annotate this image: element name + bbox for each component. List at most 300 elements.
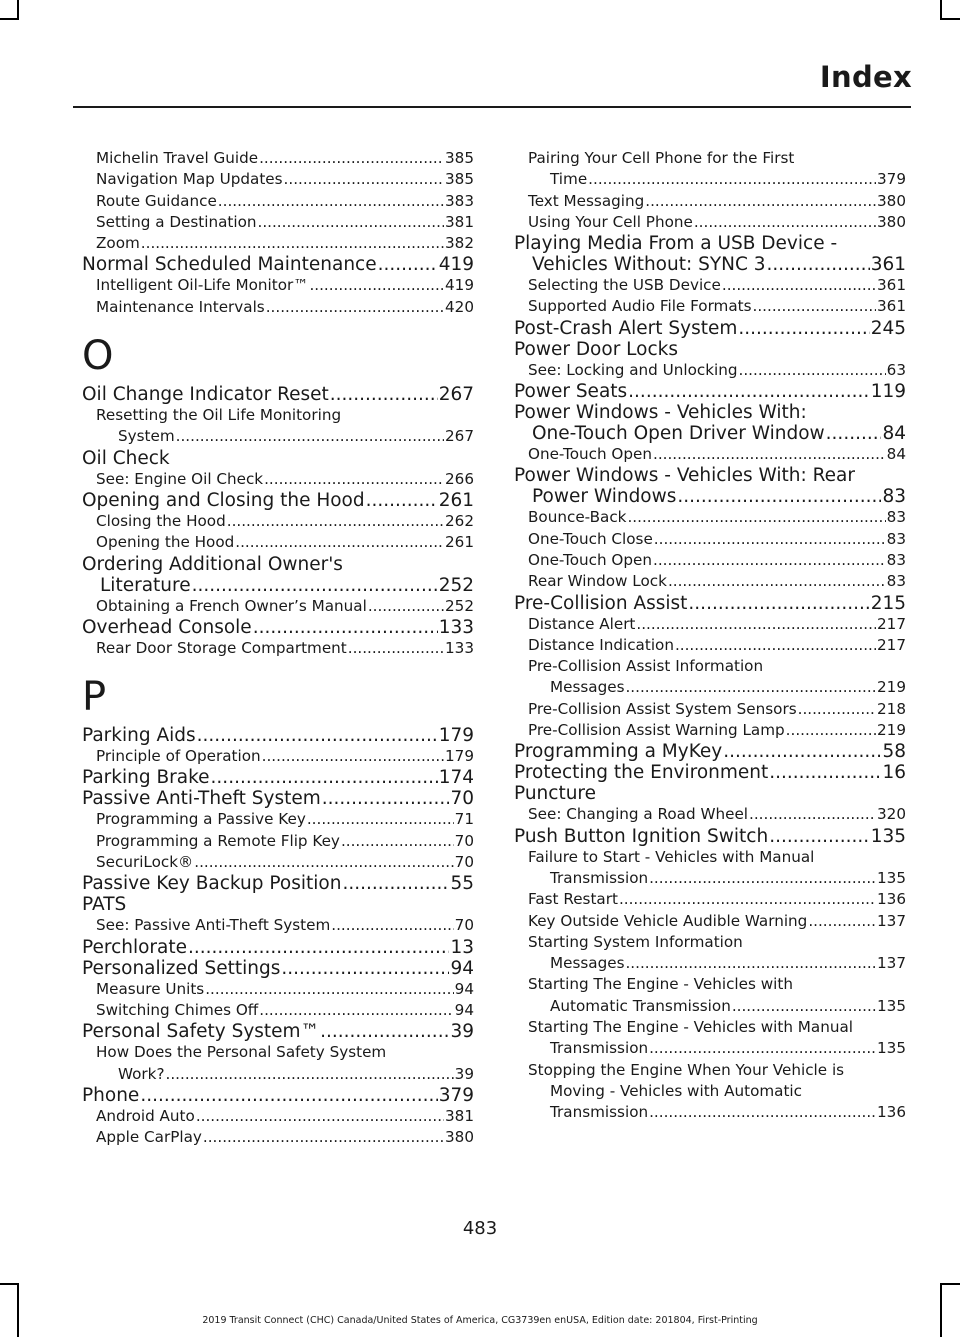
entry-term: Personalized Settings [82,957,281,979]
section-letter: P [82,674,107,721]
entry-term: How Does the Personal Safety System [96,1043,387,1062]
leader-dots [677,486,881,507]
entry-page-ref: 361 [870,254,906,276]
entry-term: Transmission [550,1039,649,1058]
index-entry-row [528,889,906,910]
entry-term: Ordering Additional Owner's [82,553,343,575]
index-entry-row [82,937,474,958]
entry-page-ref: 419 [445,276,474,295]
leader-dots [786,720,876,741]
leader-dots [767,254,870,275]
index-entry-row [528,275,906,296]
entry-page-ref: 381 [445,212,474,231]
index-entry-row [82,767,474,788]
leader-dots [732,996,876,1017]
entry-page-ref: 39 [454,1064,474,1083]
entry-term: Route Guidance [96,191,217,210]
index-entry-row [96,746,474,767]
entry-term: Programming a MyKey [514,741,723,763]
index-entry-row [514,486,906,507]
leader-dots [653,550,886,571]
index-entry-row [82,575,474,596]
index-entry-row [528,699,906,720]
index-entry [82,511,474,532]
index-entry-row [82,873,474,894]
entry-term: Passive Key Backup Position [82,873,342,895]
index-entry-row [528,614,906,635]
entry-page-ref: 133 [438,616,474,638]
leader-dots [694,212,876,233]
index-entry [82,554,474,596]
index-entry [514,339,906,360]
index-entry-row [96,1064,474,1085]
index-entry-row [82,617,474,638]
leader-dots [192,575,438,596]
entry-term: See: Locking and Unlocking [528,360,738,379]
index-entry [82,191,474,212]
entry-term: Parking Brake [82,767,210,789]
leader-dots [176,426,444,447]
index-entry-row [528,529,906,550]
entry-page-ref: 63 [886,360,906,379]
index-entry-row [514,826,906,847]
entry-page-ref: 320 [877,805,906,824]
leader-dots [259,1000,453,1021]
leader-dots [654,529,886,550]
entry-page-ref: 119 [870,381,906,403]
entry-term: Opening and Closing the Hood [82,489,365,511]
index-entry-row [528,571,906,592]
leader-dots [218,191,444,212]
entry-term: Distance Indication [528,635,674,654]
entry-page-ref: 83 [886,550,906,569]
leader-dots [284,169,444,190]
section-letter: O [82,333,114,380]
leader-dots [588,169,876,190]
leader-dots [753,296,876,317]
index-entry-row [514,593,906,614]
entry-page-ref: 136 [877,1103,906,1122]
page-title: Index [819,60,912,94]
index-entry-row [528,996,906,1017]
entry-term: PATS [82,894,127,916]
leader-dots [341,831,454,852]
entry-term: Time [550,170,588,189]
entry-term: Transmission [550,1103,649,1122]
index-entry [82,233,474,254]
leader-dots [668,571,886,592]
leader-dots [769,762,881,783]
entry-term: Rear Window Lock [528,572,667,591]
entry-page-ref: 380 [877,212,906,231]
entry-term: One-Touch Open [528,550,652,569]
entry-page-ref: 94 [454,979,474,998]
entry-page-ref: 174 [438,767,474,789]
index-entry-row [96,511,474,532]
entry-term: Rear Door Storage Compartment [96,638,347,657]
leader-dots [281,958,449,979]
entry-term: SecuriLock® [96,853,194,872]
leader-dots [366,490,438,511]
leader-dots [798,699,876,720]
entry-page-ref: 361 [877,297,906,316]
entry-term: Supported Audio File Formats [528,297,752,316]
leader-dots [649,1102,876,1123]
entry-term: Zoom [96,234,140,253]
index-entry [82,212,474,233]
index-entry [514,614,906,635]
index-entry-row [82,1085,474,1106]
index-entry [82,958,474,979]
index-entry [82,1042,474,1085]
entry-term: Transmission [550,868,649,887]
index-entry-row [528,191,906,212]
index-entry-row [514,741,906,762]
entry-term: Pre-Collision Assist System Sensors [528,699,797,718]
index-entry-row [528,911,906,932]
index-entry [82,1085,474,1106]
index-entry [82,746,474,767]
leader-dots [309,275,444,296]
index-entry [82,937,474,958]
entry-page-ref: 217 [877,635,906,654]
index-entry [82,254,474,275]
leader-dots [368,596,444,617]
entry-page-ref: 84 [886,445,906,464]
entry-page-ref: 13 [450,936,474,958]
crop-mark [940,18,960,20]
index-entry [514,741,906,762]
crop-mark [940,1283,942,1337]
index-entry-row [514,254,906,275]
leader-dots [330,384,438,405]
entry-term: Maintenance Intervals [96,297,265,316]
entry-page-ref: 94 [454,1000,474,1019]
leader-dots [653,444,886,465]
entry-term: Selecting the USB Device [528,276,721,295]
entry-page-ref: 39 [450,1021,474,1043]
entry-page-ref: 83 [886,508,906,527]
index-entry [514,699,906,720]
entry-term: Playing Media From a USB Device - [514,233,838,255]
index-entry [514,932,906,975]
index-entry-row [96,297,474,318]
entry-page-ref: 218 [877,699,906,718]
entry-term: Principle of Operation [96,747,261,766]
entry-page-ref: 383 [445,191,474,210]
entry-term: Intelligent Oil-Life Monitor™ [96,276,309,295]
index-entry-row [528,1102,906,1123]
leader-dots [253,617,438,638]
index-entry [82,1127,474,1148]
index-entry [82,915,474,936]
index-entry [514,233,906,275]
index-entry [82,297,474,318]
index-entry [82,532,474,553]
index-entry-row [82,958,474,979]
entry-page-ref: 94 [450,957,474,979]
crop-mark [17,1283,19,1337]
entry-page-ref: 419 [438,254,474,276]
entry-term: Power Seats [514,381,628,403]
index-entry-row [514,423,906,444]
index-entry [514,911,906,932]
leader-dots [264,469,444,490]
entry-term: Distance Alert [528,614,636,633]
entry-page-ref: 137 [877,911,906,930]
index-entry-row [96,915,474,936]
index-entry-row [96,638,474,659]
entry-page-ref: 70 [450,788,474,810]
leader-dots [739,360,886,381]
crop-mark [17,0,19,20]
leader-dots [636,614,876,635]
index-entry [514,212,906,233]
entry-term: Programming a Remote Flip Key [96,831,340,850]
leader-dots [194,852,453,873]
leader-dots [258,212,445,233]
index-entry [514,847,906,890]
entry-term: Bounce-Back [528,508,627,527]
entry-term-continued: Moving - Vehicles with Automatic [550,1081,802,1100]
entry-term: System [118,427,175,446]
entry-term: Power Windows - Vehicles With: Rear [514,465,855,487]
index-entry-row [528,677,906,698]
entry-term: Overhead Console [82,616,252,638]
index-entry-row [96,1127,474,1148]
entry-page-ref: 133 [445,638,474,657]
index-entry-row [528,550,906,571]
entry-term: Perchlorate [82,936,188,958]
entry-page-ref: 379 [438,1084,474,1106]
entry-term: Automatic Transmission [550,996,731,1015]
leader-dots [627,507,885,528]
index-entry [514,507,906,528]
index-entry-row [82,788,474,809]
index-entry-row [96,831,474,852]
entry-term: Stopping the Engine When Your Vehicle is [528,1060,845,1079]
entry-page-ref: 381 [445,1106,474,1125]
index-entry-row [528,635,906,656]
entry-page-ref: 267 [438,384,474,406]
index-entry-row [96,212,474,233]
leader-dots [723,741,881,762]
entry-page-ref: 261 [445,533,474,552]
entry-term: Pairing Your Cell Phone for the First [528,149,795,167]
entry-page-ref: 261 [438,489,474,511]
entry-term: Literature [100,574,191,596]
index-entry-row [82,725,474,746]
index-entry-row [82,894,474,915]
index-entry-row [96,469,474,490]
index-entry-row [528,212,906,233]
entry-page-ref: 83 [886,529,906,548]
leader-dots [722,275,876,296]
entry-page-ref: 136 [877,890,906,909]
entry-page-ref: 135 [877,1039,906,1058]
entry-term: See: Changing a Road Wheel [528,805,749,824]
entry-page-ref: 83 [886,572,906,591]
leader-dots [307,809,454,830]
leader-dots [262,746,444,767]
entry-term: Work? [118,1064,165,1083]
entry-page-ref: 135 [870,825,906,847]
entry-term: Pre-Collision Assist Warning Lamp [528,721,785,740]
entry-page-ref: 219 [877,678,906,697]
footer-edition-text: 2019 Transit Connect (CHC) Canada/United States of America, CG3739en enUSA, Edition date: 201804, First-Printing [202,1315,758,1326]
index-entry-row [514,783,906,804]
index-entry [514,381,906,402]
entry-term: Pre-Collision Assist [514,592,688,614]
index-entry [514,296,906,317]
entry-page-ref: 137 [877,954,906,973]
entry-term: Michelin Travel Guide [96,149,259,167]
entry-page-ref: 380 [877,191,906,210]
index-entry [514,402,906,444]
entry-page-ref: 135 [877,868,906,887]
entry-page-ref: 55 [450,873,474,895]
entry-term: Android Auto [96,1106,195,1125]
index-entry [514,550,906,571]
index-entry [514,826,906,847]
index-entry [82,469,474,490]
index-entry-row [96,169,474,190]
entry-page-ref: 58 [882,741,906,763]
leader-dots [211,767,438,788]
index-entry [514,635,906,656]
entry-page-ref: 179 [445,747,474,766]
entry-term: Text Messaging [528,191,645,210]
index-entry [514,444,906,465]
index-entry [514,318,906,339]
index-entry-row [514,318,906,339]
index-entry-row [528,169,906,190]
entry-term: Failure to Start - Vehicles with Manual [528,847,815,866]
index-entry [82,490,474,511]
leader-dots [166,1064,454,1085]
crop-mark [940,1283,960,1285]
entry-page-ref: 385 [445,149,474,167]
index-entry-row [96,852,474,873]
entry-term: See: Engine Oil Check [96,469,264,488]
entry-page-ref: 135 [877,996,906,1015]
index-entry [82,725,474,746]
entry-term: Obtaining a French Owner’s Manual [96,596,367,615]
entry-term: One-Touch Open [528,445,652,464]
leader-dots [320,1021,449,1042]
entry-term: Programming a Passive Key [96,810,306,829]
index-entry [514,148,906,191]
leader-dots [141,233,444,254]
entry-term: Key Outside Vehicle Audible Warning [528,911,808,930]
index-entry [82,1021,474,1042]
leader-dots [826,423,882,444]
entry-page-ref: 83 [882,486,906,508]
index-entry [514,783,906,804]
entry-term: Puncture [514,783,597,805]
index-entry-row [82,1021,474,1042]
index-entry [82,617,474,638]
leader-dots [266,297,444,318]
entry-term: Passive Anti-Theft System [82,788,321,810]
leader-dots [235,532,444,553]
entry-term: Personal Safety System™ [82,1021,320,1043]
entry-term: Oil Check [82,447,170,469]
entry-term: Opening the Hood [96,533,235,552]
index-entry [82,148,474,169]
index-entry-row [82,384,474,405]
entry-page-ref: 267 [445,427,474,446]
index-entry-row [82,254,474,275]
leader-dots [625,677,876,698]
leader-dots [188,937,449,958]
entry-page-ref: 219 [877,721,906,740]
index-entry [82,169,474,190]
leader-dots [769,826,869,847]
entry-term: Phone [82,1084,140,1106]
index-entry [82,638,474,659]
entry-term: Fast Restart [528,890,618,909]
index-entry-row [514,339,906,360]
index-entry [514,529,906,550]
index-entry [82,596,474,617]
index-entry-row [528,953,906,974]
entry-term: Using Your Cell Phone [528,212,693,231]
index-entry [82,1106,474,1127]
index-entry [82,852,474,873]
leader-dots [628,381,870,402]
leader-dots [322,788,450,809]
index-entry-row [96,596,474,617]
entry-page-ref: 71 [454,810,474,829]
index-entry-row [82,490,474,511]
leader-dots [227,511,444,532]
page-number: 483 [462,1218,498,1239]
entry-page-ref: 215 [870,592,906,614]
index-entry-row [514,381,906,402]
index-entry-row [96,979,474,1000]
leader-dots [649,1038,876,1059]
index-entry [82,767,474,788]
index-entry [514,465,906,507]
index-entry [514,762,906,783]
entry-term: Measure Units [96,979,205,998]
header-divider [73,106,911,108]
entry-page-ref: 217 [877,614,906,633]
index-entry-row [96,426,474,447]
entry-term: See: Passive Anti-Theft System [96,916,331,935]
leader-dots [203,1127,444,1148]
index-entry [514,571,906,592]
entry-term: Normal Scheduled Maintenance [82,254,377,276]
leader-dots [197,725,438,746]
entry-page-ref: 380 [445,1128,474,1147]
leader-dots [738,318,869,339]
index-entry-row [528,444,906,465]
entry-page-ref: 379 [877,170,906,189]
leader-dots [331,915,453,936]
entry-term: Messages [550,954,625,973]
index-entry [514,360,906,381]
entry-term: Resetting the Oil Life Monitoring [96,406,342,425]
leader-dots [688,593,869,614]
index-entry-row [82,448,474,469]
index-entry-row [96,1106,474,1127]
entry-page-ref: 70 [454,853,474,872]
entry-term: Oil Change Indicator Reset [82,384,329,406]
index-entry [82,831,474,852]
index-entry [514,804,906,825]
